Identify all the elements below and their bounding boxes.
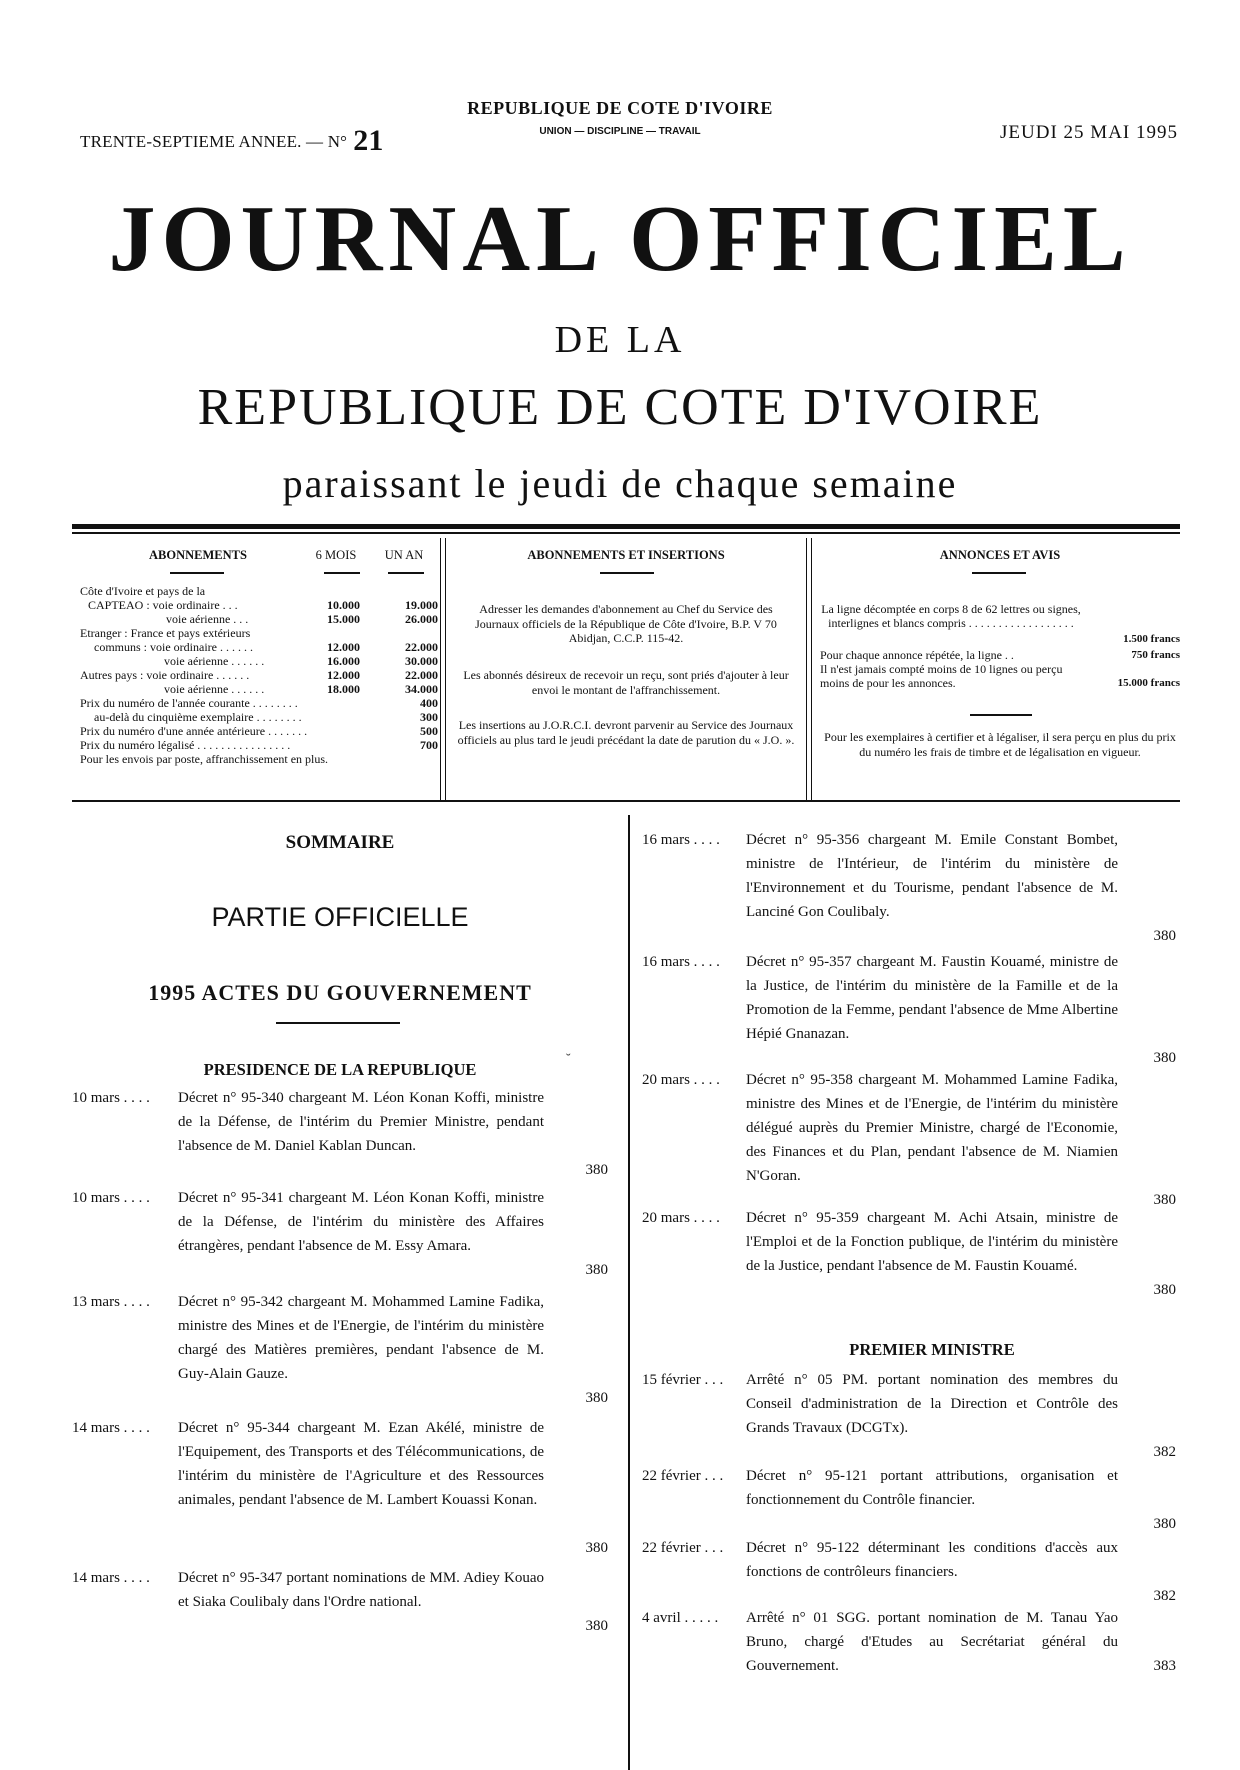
issue-number: 21 <box>353 124 384 157</box>
issue-year-label: TRENTE-SEPTIEME ANNEE. — N° 21 <box>80 124 384 157</box>
subs-row: CAPTEAO : voie ordinaire . . . 10.000 19.000 <box>88 598 438 612</box>
annonces-minimum: Il n'est jamais compté moins de 10 lignes ou perçu moins de pour les annonces. <box>820 662 1063 691</box>
publication-frequency: paraissant le jeudi de chaque semaine <box>282 461 958 506</box>
subs-row: voie aérienne . . . . . . 18.000 34.000 <box>164 682 438 696</box>
subs-row: Pour les envois par poste, affranchissement en plus. <box>80 752 329 766</box>
col-un-an: UN AN <box>384 548 424 562</box>
insertions-receipt: Les abonnés désireux de recevoir un reçu, sont priés d'ajouter à leur envoi le montant de l'affranchissement. <box>463 668 789 697</box>
national-motto: UNION — DISCIPLINE — TRAVAIL <box>539 126 701 137</box>
annonces-price-repeat: 750 francs <box>1131 649 1180 661</box>
underline <box>170 572 224 574</box>
underline <box>600 572 654 574</box>
insertions-deadline: Les insertions au J.O.R.C.I. devront parvenir au Service des Journaux officiels au plus tard le jeudi précédant la date de parution du « J.O. ». <box>457 718 795 747</box>
subs-row: au-delà du cinquième exemplaire . . . . . . . . 300 <box>94 710 438 724</box>
masthead-republique: REPUBLIQUE DE COTE D'IVOIRE <box>197 379 1043 436</box>
underline <box>972 572 1026 574</box>
annonces-price-line: 1.500 francs <box>1123 633 1180 645</box>
underline <box>276 1022 400 1024</box>
abonnements-title: ABONNEMENTS <box>149 548 247 562</box>
subs-row: Autres pays : voie ordinaire . . . . . . 12.000 22.000 <box>80 668 438 682</box>
underline <box>324 572 360 574</box>
subs-row: voie aérienne . . . . . . 16.000 30.000 <box>164 654 438 668</box>
box-divider <box>440 538 446 800</box>
presidence-heading: PRESIDENCE DE LA REPUBLIQUE <box>203 1060 477 1079</box>
annonces-repeat: Pour chaque annonce répétée, la ligne . . <box>820 648 1014 662</box>
box-divider <box>806 538 812 800</box>
column-divider <box>628 815 630 1770</box>
insertions-address: Adresser les demandes d'abonnement au Chef du Service des Journaux officiels de la République de Côte d'Ivoire, B.P. V 70 Abidjan, C.C.P. 115-42. <box>475 602 777 645</box>
premier-ministre-heading: PREMIER MINISTRE <box>849 1340 1015 1359</box>
issue-date: JEUDI 25 MAI 1995 <box>1000 122 1178 143</box>
subs-row: Etranger : France et pays extérieurs <box>80 626 251 640</box>
annonces-line-rate: La ligne décomptée en corps 8 de 62 lettres ou signes, interlignes et blancs compris . . . . . . . . . . . . . . . . . . <box>821 602 1081 631</box>
subs-row: Prix du numéro légalisé . . . . . . . . . . . . . . . . 700 <box>80 738 438 752</box>
annonces-note: Pour les exemplaires à certifier et à légaliser, il sera perçu en plus du prix du numéro les frais de timbre et de légalisation en vigueur. <box>824 730 1176 759</box>
subs-row: communs : voie ordinaire . . . . . . 12.000 22.000 <box>94 640 438 654</box>
masthead-de-la: DE LA <box>554 319 686 361</box>
annonces-title: ANNONCES ET AVIS <box>939 548 1061 562</box>
col-6-mois: 6 MOIS <box>315 548 357 562</box>
scan-mark: ˘ <box>566 1052 571 1067</box>
underline <box>970 714 1032 716</box>
subs-row: Prix du numéro de l'année courante . . . . . . . . 400 <box>80 696 438 710</box>
subs-row: Côte d'Ivoire et pays de la <box>80 584 206 598</box>
subs-row: Prix du numéro d'une année antérieure . . . . . . . 500 <box>80 724 438 738</box>
sommaire-title: SOMMAIRE <box>285 832 395 853</box>
underline <box>388 572 424 574</box>
actes-heading: 1995 ACTES DU GOUVERNEMENT <box>148 980 532 1005</box>
journal-title: JOURNAL OFFICIEL <box>108 187 1132 291</box>
annonces-price-minimum: 15.000 francs <box>1117 677 1180 689</box>
top-rule-thin <box>72 532 1180 534</box>
insertions-title: ABONNEMENTS ET INSERTIONS <box>527 548 725 562</box>
country-heading: REPUBLIQUE DE COTE D'IVOIRE <box>467 98 773 118</box>
bottom-rule <box>72 800 1180 802</box>
subs-row: voie aérienne . . . 15.000 26.000 <box>166 612 438 626</box>
top-rule <box>72 524 1180 529</box>
partie-officielle: PARTIE OFFICIELLE <box>211 902 469 932</box>
